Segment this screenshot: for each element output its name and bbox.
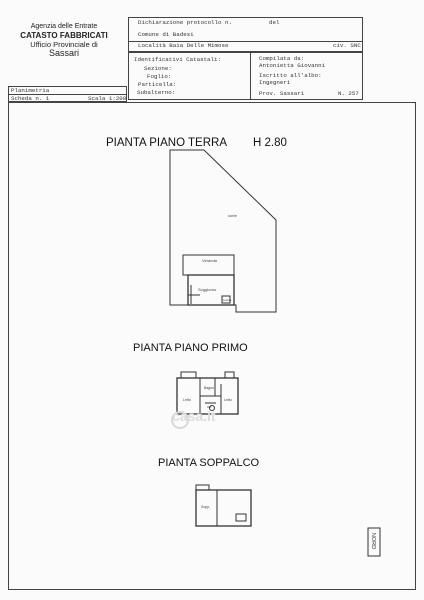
scheda-label: Scheda n. 1 [11, 95, 50, 102]
agency-name: Agenzia delle Entrate [30, 23, 98, 30]
soppalco-top-outline [196, 485, 209, 490]
scala-label: Scala 1:200 [88, 95, 127, 102]
soppalco-title: PIANTA SOPPALCO [158, 457, 260, 469]
planimetria-label: Planimetria [11, 87, 50, 94]
prov-text: Prov. Sassari [259, 90, 305, 97]
room-veranda: Veranda [202, 258, 217, 263]
civico-text: civ. SNC [333, 42, 361, 49]
room-letto-1: Letto [183, 398, 191, 402]
north-label: NORD [370, 532, 377, 550]
balcony-outline [181, 372, 196, 378]
localita-text: Località Baia Delle Mimose [138, 42, 229, 49]
room-cucina: Cucina [222, 298, 232, 302]
balcony-outline [225, 372, 234, 378]
room-corte: corte [228, 213, 237, 218]
catasto-title: CATASTO FABBRICATI [20, 31, 108, 40]
watermark-text: casa.it [172, 408, 216, 424]
piano-terra-title: PIANTA PIANO TERRA [106, 137, 227, 149]
room-soggiorno: Soggiorno [198, 287, 217, 292]
courtyard-outline [170, 150, 276, 312]
height-label: H 2.80 [253, 137, 287, 149]
iscritto-text: Iscritto all'albo: [259, 72, 322, 79]
foglio-text: Foglio: [147, 73, 172, 80]
subalterno-text: Subalterno: [137, 89, 176, 96]
comune-text: Comune di Badesi [138, 31, 194, 38]
room-bagno: Bagno [204, 386, 215, 390]
room-soppalco: Sopp. [201, 505, 211, 509]
identificativi-text: Identificativi Catastali: [134, 56, 221, 63]
del-text: del [269, 19, 280, 26]
stair-block [236, 514, 246, 521]
iscritto-value: Ingegneri [259, 79, 291, 86]
particella-text: Particella: [138, 81, 177, 88]
num-text: N. 257 [338, 90, 359, 97]
room-wc: Wc [207, 405, 212, 409]
compilata-text: Compilata da: [259, 55, 305, 62]
piano-primo-title: PIANTA PIANO PRIMO [133, 342, 248, 354]
sezione-text: Sezione: [144, 65, 172, 72]
compilata-name: Antonietta Giovanni [259, 62, 326, 69]
office-name: Ufficio Provinciale di [30, 40, 98, 49]
dichiarazione-text: Dichiarazione protocollo n. [138, 19, 232, 26]
room-letto-2: Letto [224, 398, 232, 402]
office-city: Sassari [48, 48, 79, 58]
